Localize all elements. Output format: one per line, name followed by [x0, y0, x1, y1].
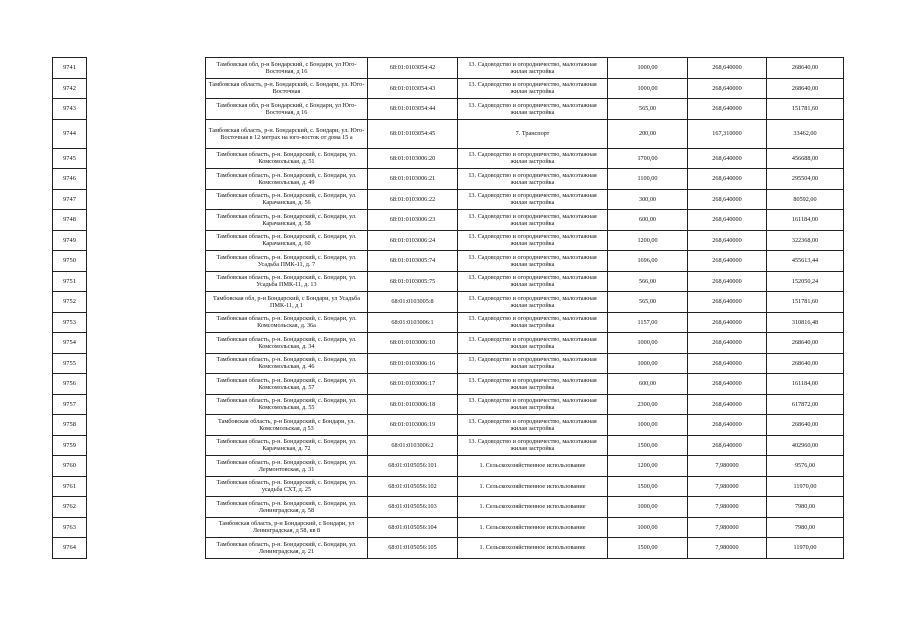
row-number: 9756: [53, 374, 87, 395]
rate-cell: 167,310000: [688, 119, 767, 148]
table-row: [53, 169, 844, 190]
cadastral-value-cell: 9576,00: [767, 456, 844, 477]
address-cell: Тамбовская область, р-н Бондарский, с Бондари, ул. Комсомольская, д 53: [206, 415, 368, 436]
row-number: 9760: [53, 456, 87, 477]
address-cell: Тамбовская область, р-н. Бондарский, с. Бондари, ул. Лермонтовская, д. 31: [206, 456, 368, 477]
cadastral-number-cell: 68:01:0105056:101: [368, 456, 458, 477]
table-row: [53, 394, 844, 415]
area-cell: 600,00: [608, 210, 688, 231]
spacer-cell: [87, 538, 206, 559]
area-cell: 1000,00: [608, 517, 688, 538]
usage-cell: 13. Садоводство и огородничество, малоэтажная жилая застройка: [458, 210, 608, 231]
rate-cell: 7,980000: [688, 456, 767, 477]
address-cell: Тамбовская область, р-н. Бондарский, с. Бондари, ул. Комсомольская, д. 55: [206, 394, 368, 415]
spacer-cell: [87, 271, 206, 292]
cadastral-value-cell: 33462,00: [767, 119, 844, 148]
spacer-cell: [87, 169, 206, 190]
spacer-cell: [87, 394, 206, 415]
usage-cell: 13. Садоводство и огородничество, малоэтажная жилая застройка: [458, 292, 608, 313]
cadastral-value-cell: 268640,00: [767, 58, 844, 79]
cadastral-number-cell: 68:01:0103006:22: [368, 189, 458, 210]
cadastral-number-cell: 68:01:0103006:24: [368, 230, 458, 251]
row-number: 9744: [53, 119, 87, 148]
table-row: [53, 119, 844, 148]
rate-cell: 268,640000: [688, 169, 767, 190]
cadastral-number-cell: 68:01:0103005:74: [368, 251, 458, 272]
address-cell: Тамбовская область, р-н Бондарский, с Бондари, ул Ленинградская, д 58, кв 8: [206, 517, 368, 538]
area-cell: 1500,00: [608, 476, 688, 497]
cadastral-number-cell: 68:01:0103006:10: [368, 333, 458, 354]
table-row: [53, 415, 844, 436]
table-row: [53, 312, 844, 333]
rate-cell: 268,640000: [688, 415, 767, 436]
row-number: 9741: [53, 58, 87, 79]
address-cell: Тамбовская обл, р-н Бондарский, с Бондари, ул Усадьба ПМК-11, д 1: [206, 292, 368, 313]
cadastral-number-cell: 68:01:0103006:21: [368, 169, 458, 190]
table-row: [53, 476, 844, 497]
area-cell: 1100,00: [608, 169, 688, 190]
area-cell: 600,00: [608, 374, 688, 395]
cadastral-value-cell: 268640,00: [767, 353, 844, 374]
spacer-cell: [87, 497, 206, 518]
rate-cell: 268,640000: [688, 58, 767, 79]
usage-cell: 13. Садоводство и огородничество, малоэтажная жилая застройка: [458, 271, 608, 292]
spacer-cell: [87, 251, 206, 272]
address-cell: Тамбовская область, р-н. Бондарский, с. Бондари, ул. усадьба СХТ, д. 25: [206, 476, 368, 497]
cadastral-number-cell: 68:01:0103006:23: [368, 210, 458, 231]
row-number: 9751: [53, 271, 87, 292]
row-number: 9749: [53, 230, 87, 251]
rate-cell: 268,640000: [688, 78, 767, 99]
usage-cell: 1. Сельскохозяйственное использование: [458, 517, 608, 538]
cadastral-number-cell: 68:01:0103006:20: [368, 148, 458, 169]
cadastral-value-cell: 268640,00: [767, 415, 844, 436]
cadastral-value-cell: 268640,00: [767, 333, 844, 354]
row-number: 9752: [53, 292, 87, 313]
cadastral-number-cell: 68:01:0103006:17: [368, 374, 458, 395]
table-row: [53, 271, 844, 292]
row-number: 9746: [53, 169, 87, 190]
rate-cell: 268,640000: [688, 353, 767, 374]
row-number: 9755: [53, 353, 87, 374]
area-cell: 200,00: [608, 119, 688, 148]
table-row: [53, 251, 844, 272]
row-number: 9748: [53, 210, 87, 231]
table-row: [53, 189, 844, 210]
cadastral-value-cell: 161184,00: [767, 210, 844, 231]
area-cell: 1000,00: [608, 497, 688, 518]
usage-cell: 13. Садоводство и огородничество, малоэтажная жилая застройка: [458, 435, 608, 456]
address-cell: Тамбовская область, р-н. Бондарский, с. Бондари, ул. Комсомольская, д. 46: [206, 353, 368, 374]
rate-cell: 268,640000: [688, 271, 767, 292]
area-cell: 565,00: [608, 292, 688, 313]
cadastral-value-cell: 161184,00: [767, 374, 844, 395]
area-cell: 1157,00: [608, 312, 688, 333]
area-cell: 1000,00: [608, 58, 688, 79]
rate-cell: 268,640000: [688, 148, 767, 169]
cadastral-number-cell: 68:01:0103006:2: [368, 435, 458, 456]
address-cell: Тамбовская область, р-н. Бондарский, с. Бондари, ул. Комсомольская, д. 57: [206, 374, 368, 395]
rate-cell: 7,980000: [688, 538, 767, 559]
address-cell: Тамбовская область, р-н. Бондарский, с. Бондари, ул. Ленинградская, д. 21: [206, 538, 368, 559]
area-cell: 300,00: [608, 189, 688, 210]
cadastral-value-cell: 151781,60: [767, 99, 844, 120]
table-body: [53, 58, 844, 559]
rate-cell: 268,640000: [688, 251, 767, 272]
usage-cell: 13. Садоводство и огородничество, малоэтажная жилая застройка: [458, 169, 608, 190]
area-cell: 1500,00: [608, 538, 688, 559]
land-registry-table: [52, 57, 844, 559]
spacer-cell: [87, 333, 206, 354]
cadastral-number-cell: 68:01:0103005:8: [368, 292, 458, 313]
cadastral-value-cell: 80592,00: [767, 189, 844, 210]
cadastral-value-cell: 455613,44: [767, 251, 844, 272]
address-cell: Тамбовская область, р-н. Бондарский, с. Бондари, ул. Комсомольская, д. 36а: [206, 312, 368, 333]
spacer-cell: [87, 58, 206, 79]
area-cell: 1000,00: [608, 333, 688, 354]
usage-cell: 13. Садоводство и огородничество, малоэтажная жилая застройка: [458, 99, 608, 120]
usage-cell: 13. Садоводство и огородничество, малоэтажная жилая застройка: [458, 251, 608, 272]
address-cell: Тамбовская область, р-н. Бондарский, с. Бондари, ул. Комсомольская, д. 34: [206, 333, 368, 354]
usage-cell: 13. Садоводство и огородничество, малоэтажная жилая застройка: [458, 58, 608, 79]
cadastral-value-cell: 11970,00: [767, 538, 844, 559]
cadastral-value-cell: 310816,48: [767, 312, 844, 333]
address-cell: Тамбовская область, р-н. Бондарский, с. Бондари, ул. Усадьба ПМК-11, д. 13: [206, 271, 368, 292]
spacer-cell: [87, 78, 206, 99]
rate-cell: 268,640000: [688, 435, 767, 456]
table-row: [53, 230, 844, 251]
spacer-cell: [87, 353, 206, 374]
rate-cell: 7,980000: [688, 517, 767, 538]
area-cell: 566,00: [608, 271, 688, 292]
usage-cell: 13. Садоводство и огородничество, малоэтажная жилая застройка: [458, 230, 608, 251]
usage-cell: 13. Садоводство и огородничество, малоэтажная жилая застройка: [458, 312, 608, 333]
area-cell: 1000,00: [608, 353, 688, 374]
cadastral-number-cell: 68:01:0103006:18: [368, 394, 458, 415]
row-number: 9757: [53, 394, 87, 415]
table-row: [53, 435, 844, 456]
spacer-cell: [87, 415, 206, 436]
row-number: 9762: [53, 497, 87, 518]
cadastral-number-cell: 68:01:0103006:19: [368, 415, 458, 436]
cadastral-number-cell: 68:01:0103005:75: [368, 271, 458, 292]
row-number: 9750: [53, 251, 87, 272]
cadastral-number-cell: 68:01:0105056:102: [368, 476, 458, 497]
table-row: [53, 497, 844, 518]
rate-cell: 7,980000: [688, 476, 767, 497]
cadastral-number-cell: 68:01:0103054:44: [368, 99, 458, 120]
area-cell: 1696,00: [608, 251, 688, 272]
cadastral-number-cell: 68:01:0105056:103: [368, 497, 458, 518]
address-cell: Тамбовская область, р-н. Бондарский, с. Бондари, ул. Карачанская, д. 56: [206, 189, 368, 210]
cadastral-number-cell: 68:01:0103054:45: [368, 119, 458, 148]
rate-cell: 268,640000: [688, 394, 767, 415]
row-number: 9747: [53, 189, 87, 210]
rate-cell: 268,640000: [688, 189, 767, 210]
spacer-cell: [87, 435, 206, 456]
table-row: [53, 374, 844, 395]
cadastral-number-cell: 68:01:0103054:43: [368, 78, 458, 99]
rate-cell: 268,640000: [688, 292, 767, 313]
table-row: [53, 517, 844, 538]
area-cell: 1000,00: [608, 415, 688, 436]
address-cell: Тамбовская обл, р-н Бондарский, с Бондари, ул Юго-Восточная, д 16: [206, 99, 368, 120]
table-row: [53, 538, 844, 559]
table-row: [53, 333, 844, 354]
row-number: 9761: [53, 476, 87, 497]
area-cell: 565,00: [608, 99, 688, 120]
usage-cell: 7. Транспорт: [458, 119, 608, 148]
spacer-cell: [87, 148, 206, 169]
cadastral-value-cell: 11970,00: [767, 476, 844, 497]
spacer-cell: [87, 230, 206, 251]
cadastral-value-cell: 295504,00: [767, 169, 844, 190]
area-cell: 1200,00: [608, 456, 688, 477]
usage-cell: 1. Сельскохозяйственное использование: [458, 497, 608, 518]
area-cell: 1200,00: [608, 230, 688, 251]
address-cell: Тамбовская область, р-н. Бондарский, с. Бондари, ул. Карачанская, д. 60: [206, 230, 368, 251]
usage-cell: 13. Садоводство и огородничество, малоэтажная жилая застройка: [458, 189, 608, 210]
table-row: [53, 99, 844, 120]
cadastral-value-cell: 268640,00: [767, 78, 844, 99]
cadastral-number-cell: 68:01:0103006:1: [368, 312, 458, 333]
address-cell: Тамбовская область, р-н. Бондарский, с. Бондари, ул. Комсомольская, д. 49: [206, 169, 368, 190]
row-number: 9753: [53, 312, 87, 333]
table-row: [53, 78, 844, 99]
spacer-cell: [87, 456, 206, 477]
row-number: 9742: [53, 78, 87, 99]
spacer-cell: [87, 517, 206, 538]
area-cell: 1700,00: [608, 148, 688, 169]
usage-cell: 13. Садоводство и огородничество, малоэтажная жилая застройка: [458, 394, 608, 415]
row-number: 9754: [53, 333, 87, 354]
usage-cell: 13. Садоводство и огородничество, малоэтажная жилая застройка: [458, 333, 608, 354]
row-number: 9758: [53, 415, 87, 436]
cadastral-value-cell: 617872,00: [767, 394, 844, 415]
rate-cell: 268,640000: [688, 99, 767, 120]
table-row: [53, 292, 844, 313]
usage-cell: 1. Сельскохозяйственное использование: [458, 456, 608, 477]
spacer-cell: [87, 292, 206, 313]
usage-cell: 13. Садоводство и огородничество, малоэтажная жилая застройка: [458, 374, 608, 395]
area-cell: 2300,00: [608, 394, 688, 415]
row-number: 9745: [53, 148, 87, 169]
usage-cell: 1. Сельскохозяйственное использование: [458, 538, 608, 559]
address-cell: Тамбовская область, р-н. Бондарский, с. Бондари, ул. Карачанская, д. 58: [206, 210, 368, 231]
usage-cell: 13. Садоводство и огородничество, малоэтажная жилая застройка: [458, 353, 608, 374]
rate-cell: 268,640000: [688, 210, 767, 231]
cadastral-value-cell: 456688,00: [767, 148, 844, 169]
cadastral-value-cell: 7980,00: [767, 497, 844, 518]
usage-cell: 13. Садоводство и огородничество, малоэтажная жилая застройка: [458, 415, 608, 436]
cadastral-value-cell: 152050,24: [767, 271, 844, 292]
rate-cell: 268,640000: [688, 374, 767, 395]
table-row: [53, 353, 844, 374]
row-number: 9764: [53, 538, 87, 559]
usage-cell: 1. Сельскохозяйственное использование: [458, 476, 608, 497]
address-cell: Тамбовская область, р-н. Бондарский, с. Бондари, ул. Ленинградская, д. 58: [206, 497, 368, 518]
table-row: [53, 148, 844, 169]
address-cell: Тамбовская обл, р-н Бондарский, с Бондари, ул Юго-Восточная, д 16: [206, 58, 368, 79]
address-cell: Тамбовская область, р-н. Бондарский, с. Бондари, ул. Усадьба ПМК-11, д. 7: [206, 251, 368, 272]
spacer-cell: [87, 374, 206, 395]
rate-cell: 268,640000: [688, 312, 767, 333]
spacer-cell: [87, 99, 206, 120]
spacer-cell: [87, 312, 206, 333]
cadastral-number-cell: 68:01:0103054:42: [368, 58, 458, 79]
address-cell: Тамбовская область, р-н. Бондарский, с. Бондари, ул. Комсомольская, д. 51: [206, 148, 368, 169]
cadastral-number-cell: 68:01:0103006:16: [368, 353, 458, 374]
spacer-cell: [87, 189, 206, 210]
row-number: 9763: [53, 517, 87, 538]
rate-cell: 7,980000: [688, 497, 767, 518]
area-cell: 1000,00: [608, 78, 688, 99]
usage-cell: 13. Садоводство и огородничество, малоэтажная жилая застройка: [458, 78, 608, 99]
spacer-cell: [87, 476, 206, 497]
address-cell: Тамбовская область, р-н. Бондарский, с. Бондари, ул. Юго-Восточная в 12 метрах на юго-восток от дома 15 а: [206, 119, 368, 148]
usage-cell: 13. Садоводство и огородничество, малоэтажная жилая застройка: [458, 148, 608, 169]
table-row: [53, 456, 844, 477]
cadastral-value-cell: 7980,00: [767, 517, 844, 538]
table-row: [53, 58, 844, 79]
row-number: 9743: [53, 99, 87, 120]
area-cell: 1500,00: [608, 435, 688, 456]
cadastral-value-cell: 322368,00: [767, 230, 844, 251]
cadastral-value-cell: 151781,60: [767, 292, 844, 313]
rate-cell: 268,640000: [688, 230, 767, 251]
spacer-cell: [87, 119, 206, 148]
spacer-cell: [87, 210, 206, 231]
table-row: [53, 210, 844, 231]
address-cell: Тамбовская область, р-н. Бондарский, с. Бондари, ул. Карачанская, д. 72: [206, 435, 368, 456]
cadastral-number-cell: 68:01:0105056:105: [368, 538, 458, 559]
cadastral-value-cell: 402960,00: [767, 435, 844, 456]
address-cell: Тамбовская область, р-н. Бондарский, с. Бондари, ул. Юго-Восточная: [206, 78, 368, 99]
row-number: 9759: [53, 435, 87, 456]
cadastral-number-cell: 68:01:0105056:104: [368, 517, 458, 538]
rate-cell: 268,640000: [688, 333, 767, 354]
